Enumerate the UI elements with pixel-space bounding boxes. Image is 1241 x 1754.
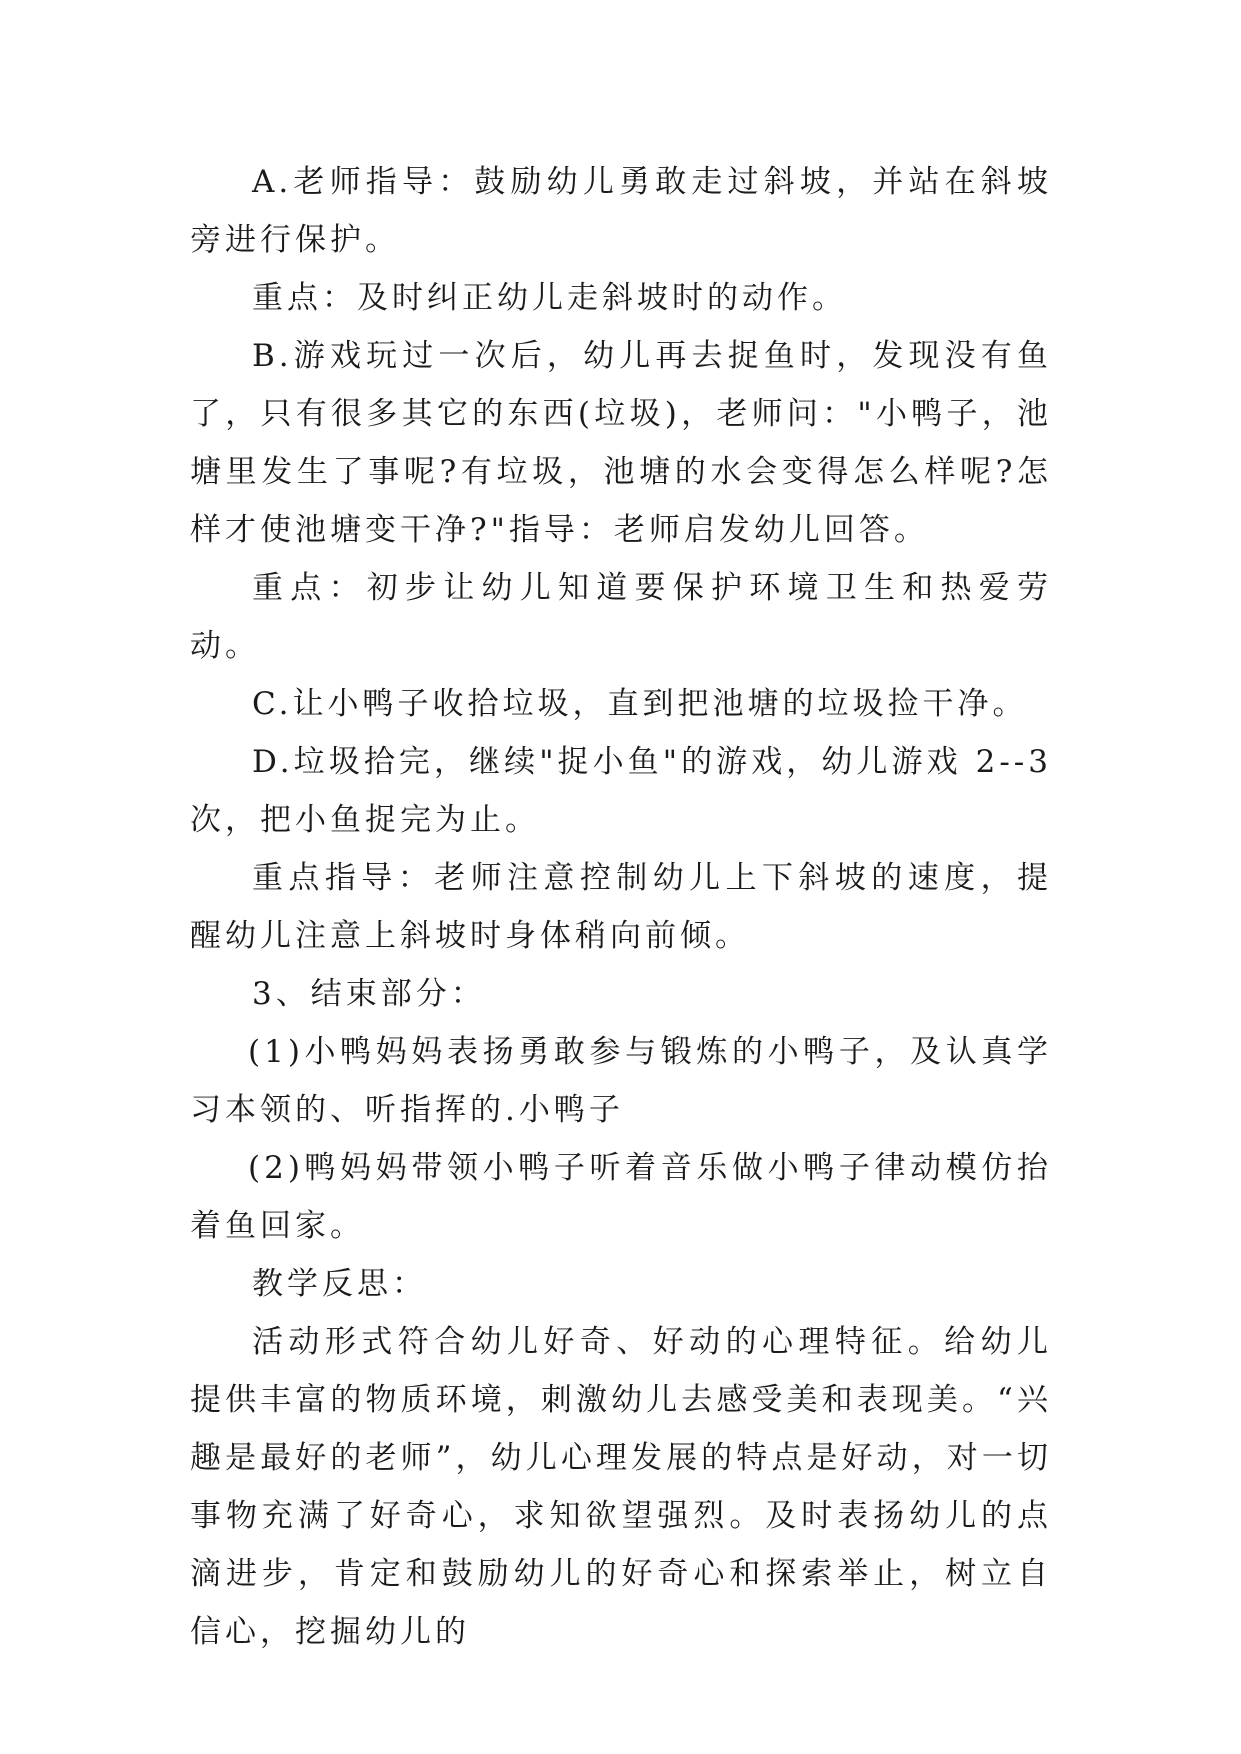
paragraph-ending-1: (1)小鸭妈妈表扬勇敢参与锻炼的小鸭子，及认真学习本领的、听指挥的.小鸭子 xyxy=(190,1034,1052,1128)
paragraph-key-point-1: 重点：及时纠正幼儿走斜坡时的动作。 xyxy=(252,280,847,316)
paragraph-step-c: C.让小鸭子收拾垃圾，直到把池塘的垃圾捡干净。 xyxy=(252,686,1028,722)
paragraph-reflection-body: 活动形式符合幼儿好奇、好动的心理特征。给幼儿提供丰富的物质环境，刺激幼儿去感受美和表现美。“兴趣是最好的老师”，幼儿心理发展的特点是好动，对一切事物充满了好奇心，求知欲望强烈。及时表扬幼儿的点滴进步，肯定和鼓励幼儿的好奇心和探索举止，树立自信心，挖掘幼儿的 xyxy=(190,1324,1052,1650)
paragraph-key-point-2: 重点：初步让幼儿知道要保护环境卫生和热爱劳动。 xyxy=(190,570,1052,664)
paragraph-ending-heading: 3、结束部分： xyxy=(252,976,486,1012)
paragraph-key-guidance: 重点指导：老师注意控制幼儿上下斜坡的速度，提醒幼儿注意上斜坡时身体稍向前倾。 xyxy=(190,860,1052,954)
paragraph-game-b: B.游戏玩过一次后，幼儿再去捉鱼时，发现没有鱼了，只有很多其它的东西(垃圾)，老师问："小鸭子，池塘里发生了事呢?有垃圾，池塘的水会变得怎么样呢?怎样才使池塘变干净?"指导：老师启发幼儿回答。 xyxy=(190,338,1052,548)
paragraph-reflection-heading: 教学反思： xyxy=(252,1266,427,1302)
paragraph-ending-2: (2)鸭妈妈带领小鸭子听着音乐做小鸭子律动模仿抬着鱼回家。 xyxy=(190,1150,1052,1244)
document-body xyxy=(190,153,1052,1661)
paragraph-step-d: D.垃圾拾完，继续"捉小鱼"的游戏，幼儿游戏 2--3 次，把小鱼捉完为止。 xyxy=(190,744,1052,838)
paragraph-teacher-guidance-a: A.老师指导：鼓励幼儿勇敢走过斜坡，并站在斜坡旁进行保护。 xyxy=(190,164,1052,258)
